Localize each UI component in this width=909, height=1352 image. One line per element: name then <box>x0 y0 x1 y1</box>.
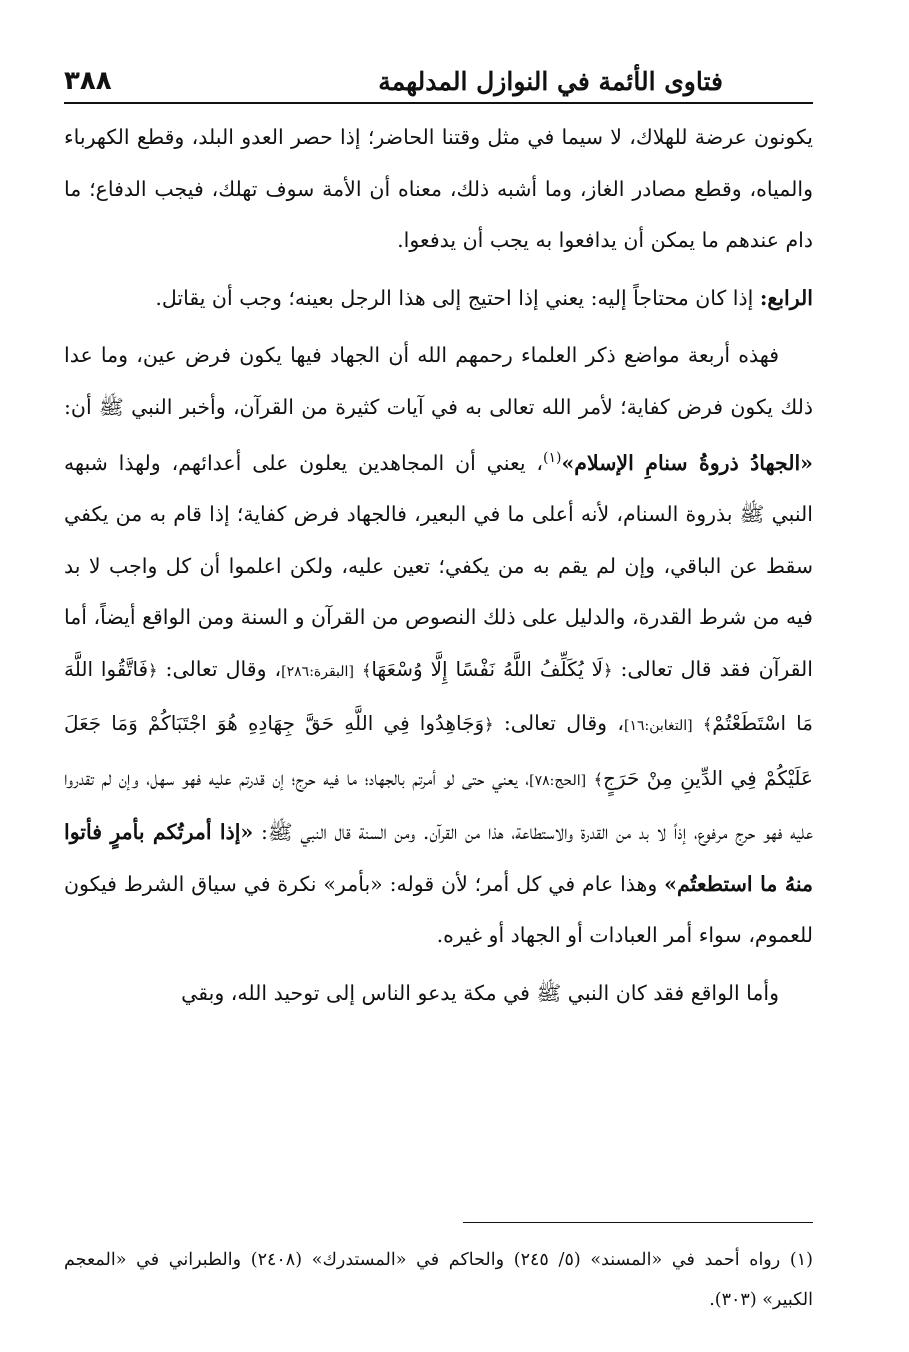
footnotes <box>64 1240 813 1320</box>
text-run: ، يعني أن المجاهدين يعلون على أعدائهم، ولهذا شبهه النبي ﷺ بذروة السنام، لأنه أعلى ما في البعير، فالجهاد فرض كفاية؛ إذا قام به من يكفي سقط عن الباقي، وإن لم يقم به من يكفي؛ تعين عليه، ولكن اعلموا أن كل واجب لا بد فيه من شرط القدرة، والدليل على ذلك النصوص من القرآن و السنة ومن الواقع أيضاً، أما القرآن فقد قال تعالى: <box>64 450 813 681</box>
running-title: فتاوى الأئمة في النوازل المدلهمة <box>378 67 723 96</box>
text-run: ، يعني حتى لو أمرتم بالجهاد؛ ما فيه حرج؛ إن قدرتم عليه فهو سهل، وإن لم تقدروا عليه فهو حرج مرفوع، إذاً لا بد من القدرة والاستطاعة، هذا من القرآن. ومن السنة قال النبي ﷺ: <box>64 765 813 845</box>
paragraph-2 <box>64 273 813 325</box>
quran-bracket-close: ﴾ <box>361 660 372 680</box>
quran-bracket-open: ﴿ <box>603 660 613 680</box>
paragraph-label: الرابع: <box>759 285 813 310</box>
verse-reference: [البقرة:٢٨٦] <box>281 663 354 680</box>
quran-verse: لَا يُكَلِّفُ اللَّهُ نَفْسًا إِلَّا وُسْعَهَا <box>371 656 604 681</box>
quran-bracket-close: ﴾ <box>702 715 713 735</box>
quran-verse: وَجَاهِدُوا فِي اللَّهِ حَقَّ جِهَادِهِ هُوَ اجْتَبَاكُمْ وَمَا جَعَلَ عَلَيْكُمْ فِي الدِّينِ مِنْ حَرَجٍ <box>64 711 813 790</box>
text-run: وهذا عام في كل أمر؛ لأن قوله: «بأمر» نكرة في سياق الشرط فيكون للعموم، سواء أمر العبادات أو الجهاد أو غيره. <box>64 871 813 948</box>
page-number: ٣٨٨ <box>64 66 112 96</box>
text-run: ، وقال تعالى: <box>165 656 282 681</box>
footnote-1: (١) رواه أحمد في «المسند» (٥/ ٢٤٥) والحاكم في «المستدرك» (٢٤٠٨) والطبراني في «المعجم الكبير» (٣٠٣). <box>64 1250 813 1310</box>
paragraph-2-text: إذا كان محتاجاً إليه: يعني إذا احتيج إلى هذا الرجل بعينه؛ وجب أن يقاتل. <box>155 285 754 310</box>
page-header <box>64 50 813 104</box>
quran-verse: فَاتَّقُوا اللَّهَ مَا اسْتَطَعْتُمْ <box>64 656 813 736</box>
paragraph-3 <box>64 330 813 962</box>
footnote-marker: (١) <box>543 450 562 466</box>
text-run: ، وقال تعالى: <box>503 711 624 736</box>
quran-bracket-open: ﴿ <box>148 660 158 680</box>
main-text <box>64 112 813 1025</box>
hadith-quote: «إذا أمرتُكم بأمرٍ فأتوا منهُ ما استطعتُم» <box>64 820 813 896</box>
verse-reference: [الحج:٧٨] <box>529 772 587 789</box>
verse-reference: [التغابن:١٦] <box>623 718 693 735</box>
paragraph-1: يكونون عرضة للهلاك، لا سيما في مثل وقتنا الحاضر؛ إذا حصر العدو البلد، وقطع الكهرباء والمياه، وقطع مصادر الغاز، وما أشبه ذلك، معناه أن الأمة سوف تهلك، فيجب الدفاع؛ ما دام عندهم ما يمكن أن يدافعوا به يجب أن يدفعوا. <box>64 125 813 252</box>
text-run: فهذه أربعة مواضع ذكر العلماء رحمهم الله أن الجهاد فيها يكون فرض عين، وما عدا ذلك يكون فرض كفاية؛ لأمر الله تعالى به في آيات كثيرة من القرآن، وأخبر النبي ﷺ أن: <box>64 343 813 419</box>
quran-bracket-close: ﴾ <box>593 769 604 789</box>
paragraph-4: وأما الواقع فقد كان النبي ﷺ في مكة يدعو الناس إلى توحيد الله، وبقي <box>181 980 779 1005</box>
footnote-divider <box>463 1222 813 1223</box>
hadith-quote: «الجهادُ ذروةُ سنامِ الإسلام» <box>561 450 813 475</box>
quran-bracket-open: ﴿ <box>484 715 494 735</box>
